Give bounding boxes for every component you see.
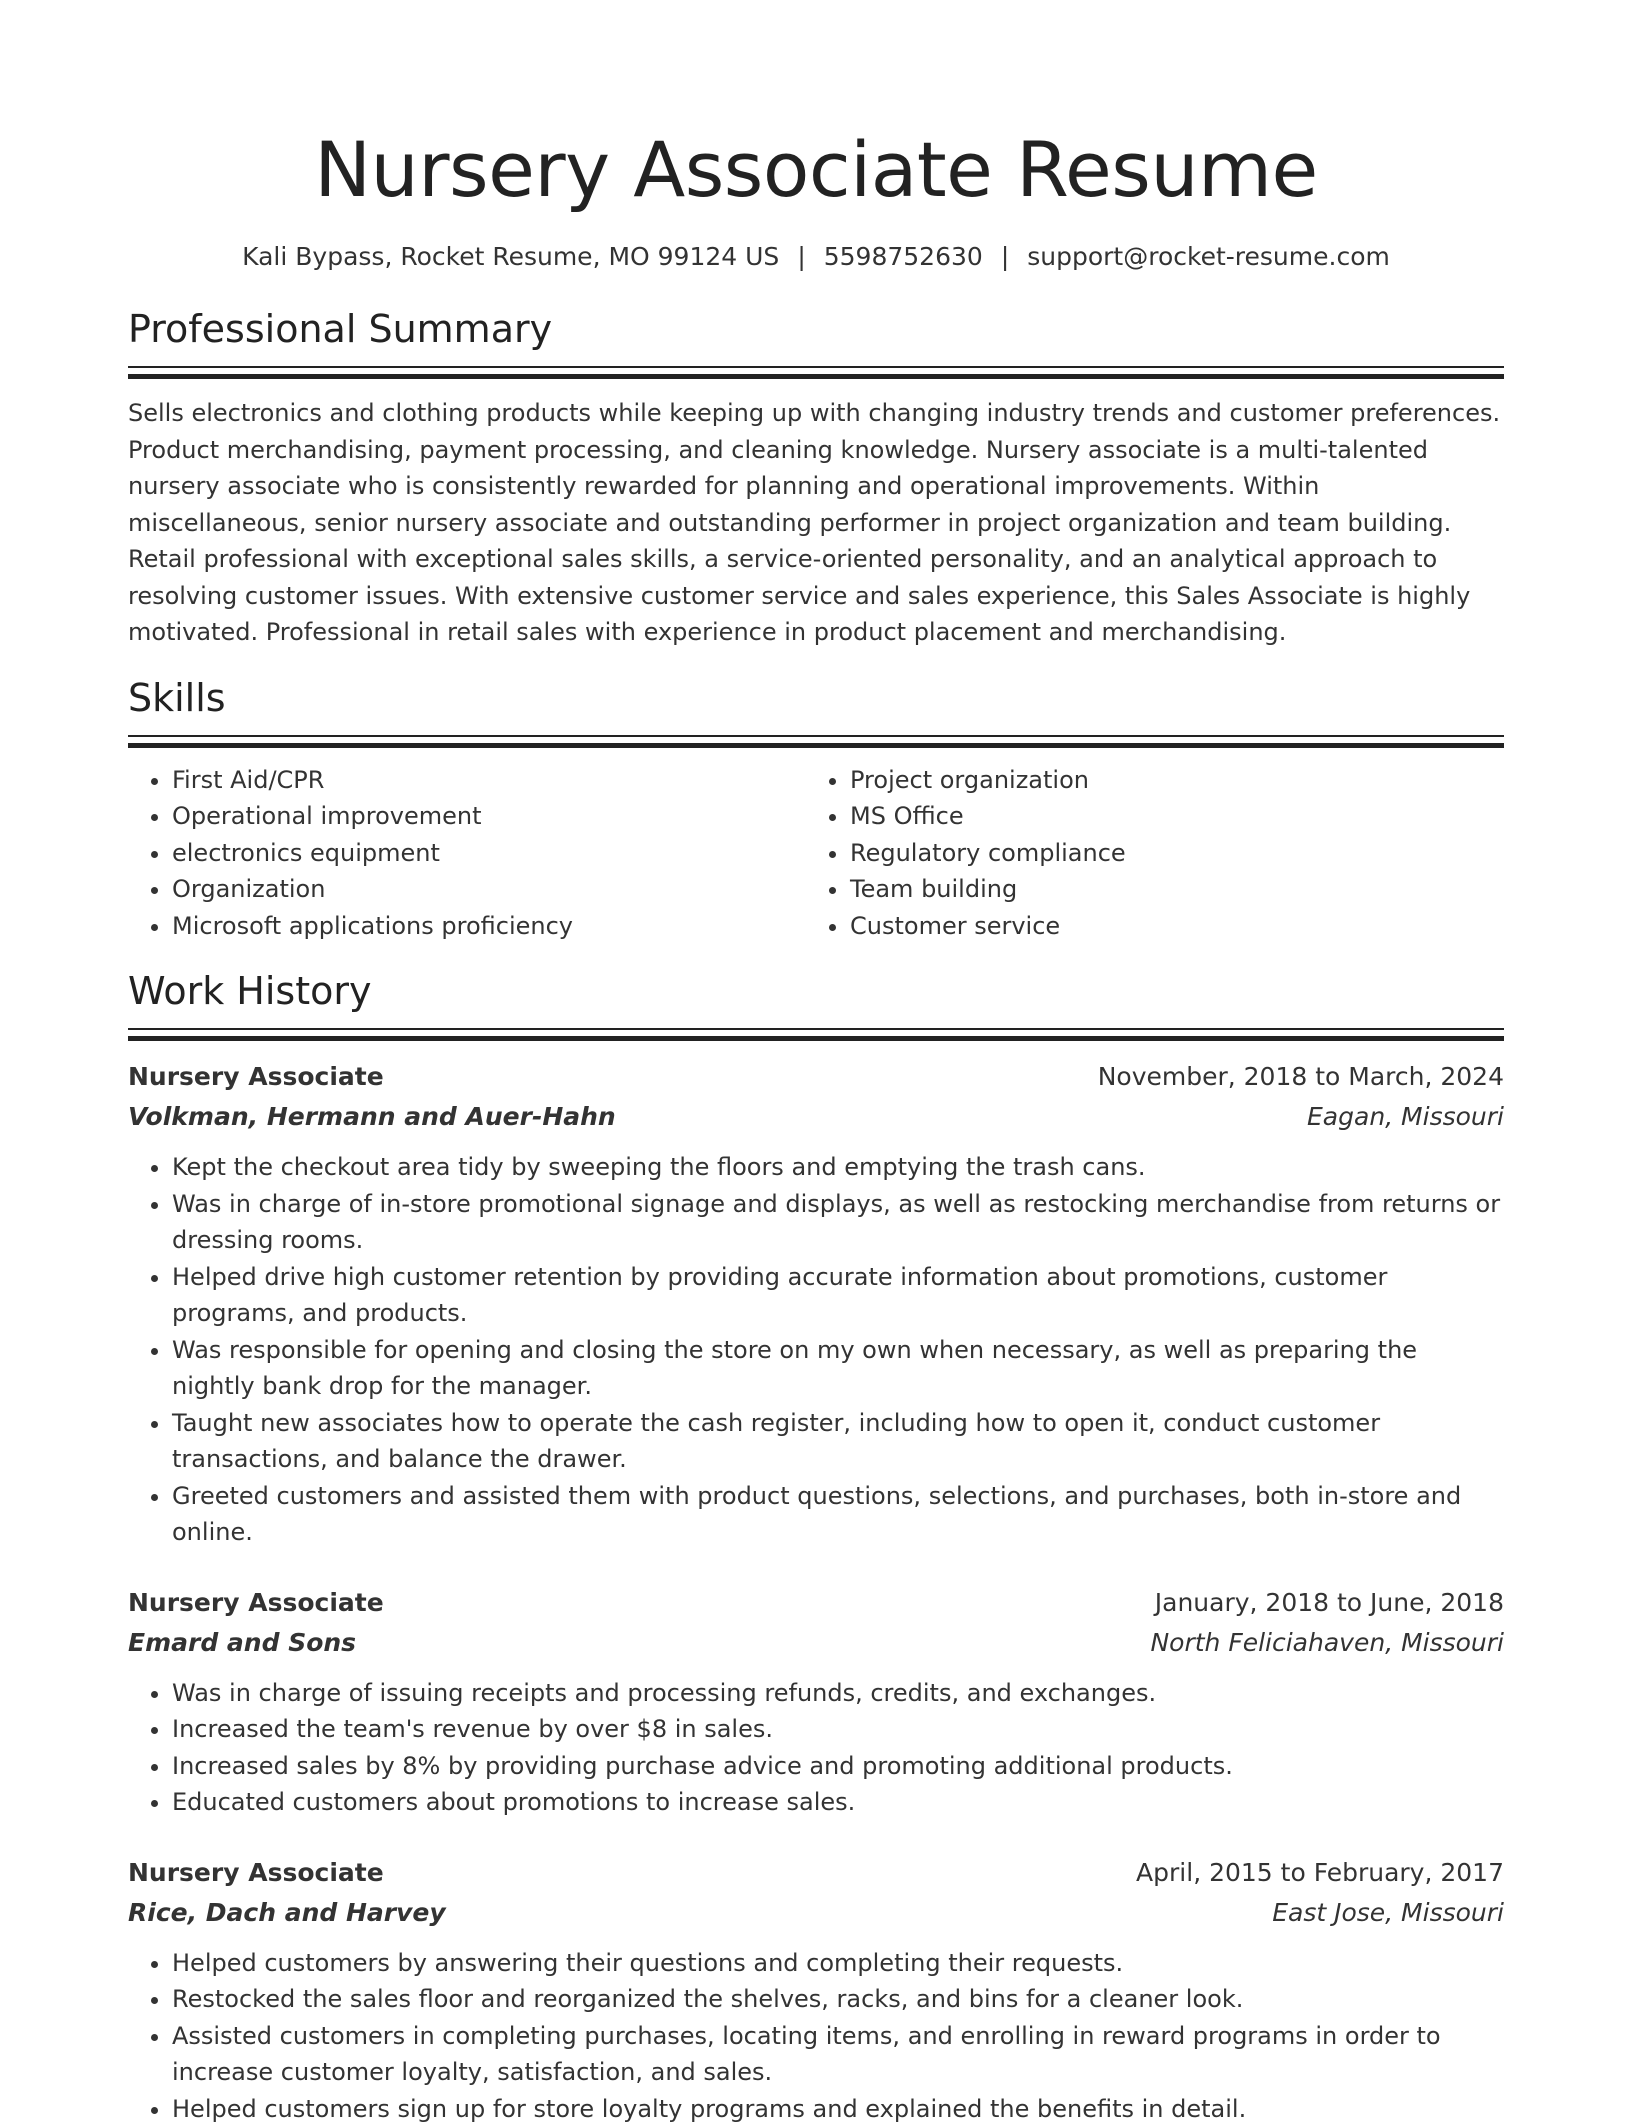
job-bullet: • Kept the checkout area tidy by sweeping the floors and emptying the trash cans. (172, 1149, 1504, 1186)
job-company: Rice, Dach and Harvey (128, 1893, 446, 1933)
job-bullet: • Educated customers about promotions to increase sales. (172, 1784, 1504, 1821)
job-header (128, 1057, 1504, 1097)
job-bullet: • Increased the team's revenue by over $8 in sales. (172, 1711, 1504, 1748)
job-location: Eagan, Missouri (1307, 1097, 1504, 1137)
skills-heading: Skills (128, 673, 1504, 723)
job-bullet: • Helped drive high customer retention by providing accurate information about promotions, customer programs, and products. (172, 1259, 1504, 1332)
job-entry (128, 1583, 1504, 1821)
job-location: East Jose, Missouri (1272, 1893, 1504, 1933)
job-dates: January, 2018 to June, 2018 (1155, 1583, 1504, 1623)
job-bullet: • Was in charge of in-store promotional signage and displays, as well as restocking merchandise from returns or dressing rooms. (172, 1186, 1504, 1259)
job-location: North Feliciahaven, Missouri (1150, 1623, 1504, 1663)
skills-section (128, 673, 1504, 945)
section-divider (128, 366, 1504, 379)
contact-separator: | (1001, 240, 1009, 274)
job-bullets (128, 1149, 1504, 1551)
job-header (128, 1853, 1504, 1893)
skill-item: • Organization (172, 871, 806, 908)
summary-section (128, 304, 1504, 651)
job-dates: November, 2018 to March, 2024 (1098, 1057, 1504, 1097)
job-subheader (128, 1893, 1504, 1933)
work-history-section (128, 966, 1504, 2127)
contact-email: support@rocket-resume.com (1027, 242, 1390, 271)
skill-item: • Regulatory compliance (850, 835, 1484, 872)
job-bullet: • Was responsible for opening and closing the store on my own when necessary, as well as preparing the nightly bank drop for the manager. (172, 1332, 1504, 1405)
job-company: Volkman, Hermann and Auer-Hahn (128, 1097, 616, 1137)
resume-title: Nursery Associate Resume (128, 0, 1504, 218)
section-divider (128, 735, 1504, 748)
contact-separator: | (797, 240, 805, 274)
skill-item: • Project organization (850, 762, 1484, 799)
skills-list-right (806, 762, 1484, 945)
job-subheader (128, 1623, 1504, 1663)
job-bullet: • Helped customers sign up for store loyalty programs and explained the benefits in detail. (172, 2091, 1504, 2127)
job-dates: April, 2015 to February, 2017 (1136, 1853, 1504, 1893)
skills-columns (128, 762, 1504, 945)
job-entry (128, 1853, 1504, 2127)
job-title: Nursery Associate (128, 1583, 384, 1623)
job-bullet: • Was in charge of issuing receipts and processing refunds, credits, and exchanges. (172, 1675, 1504, 1712)
job-bullets (128, 1675, 1504, 1821)
resume-page (128, 0, 1504, 2127)
job-bullets (128, 1945, 1504, 2127)
skill-item: • MS Office (850, 798, 1484, 835)
job-bullet: • Taught new associates how to operate the cash register, including how to open it, conduct customer transactions, and balance the drawer. (172, 1405, 1504, 1478)
skill-item: • Operational improvement (172, 798, 806, 835)
job-header (128, 1583, 1504, 1623)
skill-item: • Team building (850, 871, 1484, 908)
job-bullet: • Greeted customers and assisted them with product questions, selections, and purchases, both in-store and online. (172, 1478, 1504, 1551)
skill-item: • Microsoft applications proficiency (172, 908, 806, 945)
contact-address: Kali Bypass, Rocket Resume, MO 99124 US (242, 242, 779, 271)
job-bullet: • Increased sales by 8% by providing purchase advice and promoting additional products. (172, 1748, 1504, 1785)
job-bullet: • Assisted customers in completing purchases, locating items, and enrolling in reward programs in order to increase customer loyalty, satisfaction, and sales. (172, 2018, 1504, 2091)
work-history-heading: Work History (128, 966, 1504, 1016)
job-subheader (128, 1097, 1504, 1137)
skills-list-left (128, 762, 806, 945)
summary-text: Sells electronics and clothing products while keeping up with changing industry trends and customer preferences. Product merchandising, payment processing, and cleaning knowledge. Nursery associate is a multi-talented nursery associate who is consistently rewarded for planning and operational improvements. Within miscellaneous, senior nursery associate and outstanding performer in project organization and team building. Retail professional with exceptional sales skills, a service-oriented personality, and an analytical approach to resolving customer issues. With extensive customer service and sales experience, this Sales Associate is highly motivated. Professional in retail sales with experience in product placement and merchandising. (128, 395, 1504, 651)
contact-phone: 5598752630 (824, 242, 983, 271)
job-entry (128, 1057, 1504, 1551)
job-title: Nursery Associate (128, 1057, 384, 1097)
summary-heading: Professional Summary (128, 304, 1504, 354)
contact-line (128, 240, 1504, 274)
job-bullet: • Helped customers by answering their questions and completing their requests. (172, 1945, 1504, 1982)
job-company: Emard and Sons (128, 1623, 356, 1663)
job-title: Nursery Associate (128, 1853, 384, 1893)
job-bullet: • Restocked the sales floor and reorganized the shelves, racks, and bins for a cleaner look. (172, 1981, 1504, 2018)
skill-item: • Customer service (850, 908, 1484, 945)
skill-item: • First Aid/CPR (172, 762, 806, 799)
skill-item: • electronics equipment (172, 835, 806, 872)
section-divider (128, 1028, 1504, 1041)
